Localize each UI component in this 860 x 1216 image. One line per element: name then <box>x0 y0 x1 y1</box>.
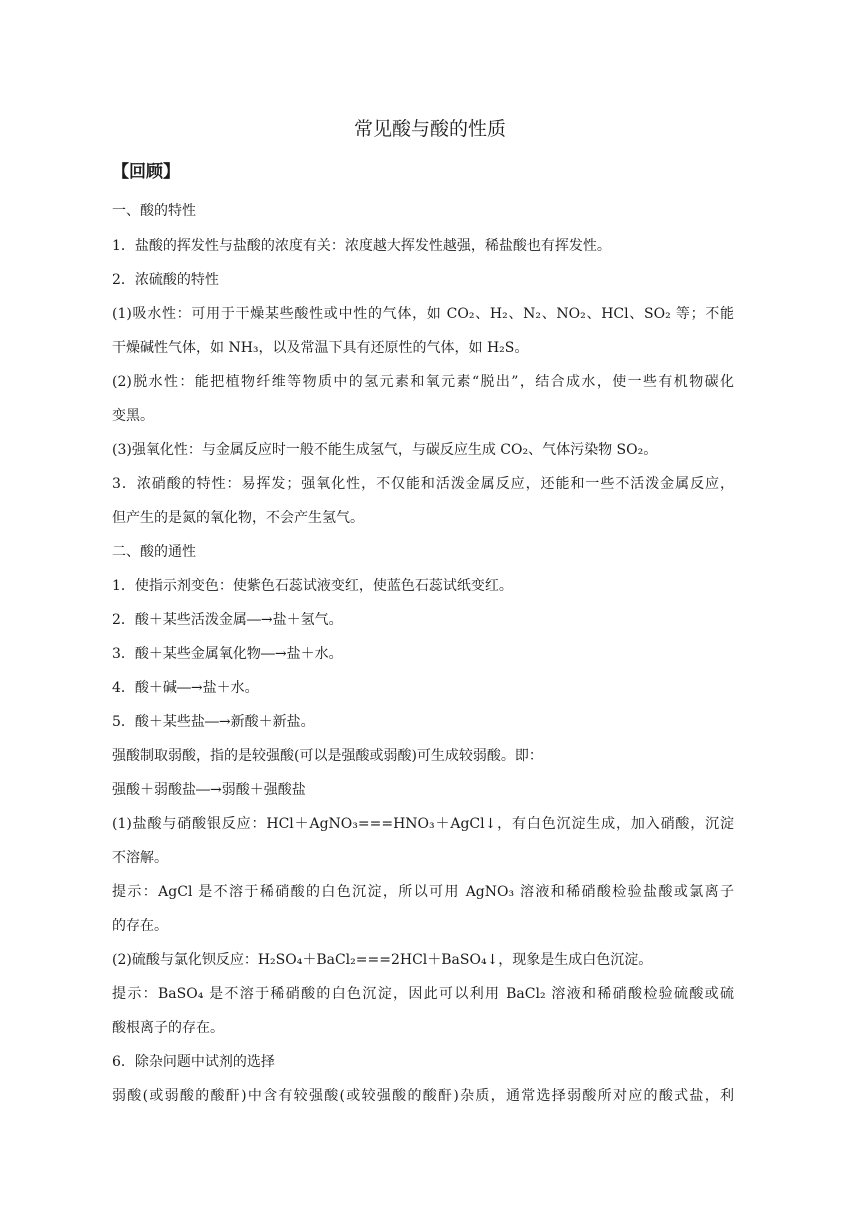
heading-acid-properties: 一、酸的特性 <box>112 203 196 219</box>
paragraph-line: (2)硫酸与氯化钡反应：H₂SO₄＋BaCl₂===2HCl＋BaSO₄↓，现象是生成白色沉淀。 <box>112 952 653 968</box>
paragraph-line: 干燥碱性气体，如 NH₃，以及常温下具有还原性的气体，如 H₂S。 <box>112 340 529 356</box>
paragraph-line: (1)吸水性：可用于干燥某些酸性或中性的气体，如 CO₂、H₂、N₂、NO₂、HCl、SO₂ 等；不能 <box>112 306 734 322</box>
paragraph-line: 2．酸＋某些活泼金属―→盐＋氢气。 <box>112 612 343 628</box>
paragraph-line: 1．使指示剂变色：使紫色石蕊试液变红，使蓝色石蕊试纸变红。 <box>112 578 513 594</box>
paragraph-line: 的存在。 <box>112 918 168 934</box>
paragraph-line: 提示：BaSO₄ 是不溶于稀硝酸的白色沉淀，因此可以利用 BaCl₂ 溶液和稀硝酸检验硫酸或硫 <box>112 986 734 1002</box>
paragraph-line: 6．除杂问题中试剂的选择 <box>112 1054 275 1070</box>
paragraph-line: (1)盐酸与硝酸银反应：HCl＋AgNO₃===HNO₃＋AgCl↓，有白色沉淀生成，加入硝酸，沉淀 <box>112 816 734 832</box>
paragraph-line: 5．酸＋某些盐―→新酸＋新盐。 <box>112 714 315 730</box>
heading-acid-general: 二、酸的通性 <box>112 544 196 560</box>
section-heading: 【回顾】 <box>112 162 180 182</box>
paragraph-line: 2．浓硫酸的特性 <box>112 272 219 288</box>
paragraph-line: 酸根离子的存在。 <box>112 1020 224 1036</box>
paragraph-line: 强酸制取弱酸，指的是较强酸(可以是强酸或弱酸)可生成较弱酸。即： <box>112 748 543 764</box>
paragraph-line: 不溶解。 <box>112 850 168 866</box>
paragraph-line: 3．浓硝酸的特性：易挥发；强氧化性，不仅能和活泼金属反应，还能和一些不活泼金属反应， <box>112 476 734 492</box>
paragraph-line: 强酸＋弱酸盐―→弱酸＋强酸盐 <box>112 782 306 798</box>
page-title: 常见酸与酸的性质 <box>353 118 506 140</box>
paragraph-line: 弱酸(或弱酸的酸酐)中含有较强酸(或较强酸的酸酐)杂质，通常选择弱酸所对应的酸式盐，利 <box>112 1088 734 1104</box>
paragraph-line: 但产生的是氮的氧化物，不会产生氢气。 <box>112 510 364 526</box>
paragraph-line: 提示：AgCl 是不溶于稀硝酸的白色沉淀，所以可用 AgNO₃ 溶液和稀硝酸检验盐酸或氯离子 <box>112 884 734 900</box>
paragraph-line: (3)强氧化性：与金属反应时一般不能生成氢气，与碳反应生成 CO₂、气体污染物 SO₂。 <box>112 442 658 458</box>
paragraph-line: (2)脱水性：能把植物纤维等物质中的氢元素和氧元素“脱出”，结合成水，使一些有机物碳化 <box>112 374 734 390</box>
paragraph-line: 3．酸＋某些金属氧化物―→盐＋水。 <box>112 646 343 662</box>
paragraph-line: 变黑。 <box>112 408 154 424</box>
paragraph-line: 1．盐酸的挥发性与盐酸的浓度有关：浓度越大挥发性越强，稀盐酸也有挥发性。 <box>112 238 611 254</box>
paragraph-line: 4．酸＋碱―→盐＋水。 <box>112 680 259 696</box>
